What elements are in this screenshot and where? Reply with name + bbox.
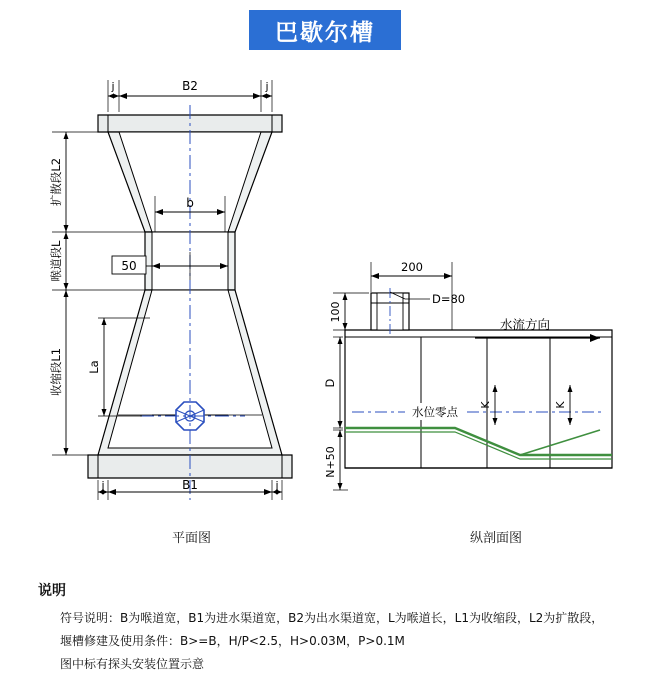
label-b: b <box>186 196 194 210</box>
label-n50: N+50 <box>324 446 337 478</box>
label-k-left: K <box>479 401 492 409</box>
label-j-top-left: j <box>111 80 115 93</box>
label-b1: B1 <box>182 478 198 492</box>
label-diverging-section: 扩散段L2 <box>49 157 63 207</box>
notes-block <box>38 580 618 679</box>
page-title: 巴歇尔槽 <box>275 19 375 46</box>
label-50: 50 <box>121 259 137 273</box>
notes-line-2: 堰槽修建及使用条件：B>=B，H/P<2.5，H>0.03M，P>0.1M <box>60 634 405 648</box>
label-j-bottom-right: j <box>275 479 279 492</box>
label-100: 100 <box>329 301 342 323</box>
label-flow-direction: 水流方向 <box>500 317 551 332</box>
caption-section-view: 纵剖面图 <box>470 531 523 546</box>
caption-plan-view: 平面图 <box>172 531 212 546</box>
label-k-right: K <box>554 401 567 409</box>
label-b2: B2 <box>182 79 198 93</box>
label-j-top-right: j <box>265 80 269 93</box>
notes-heading: 说明 <box>38 583 66 599</box>
plan-view <box>49 79 292 500</box>
label-converging-section: 收缩段L1 <box>49 347 63 397</box>
label-zero-level: 水位零点 <box>412 405 458 419</box>
label-d: D <box>323 378 337 388</box>
label-j-bottom-left: j <box>101 479 105 492</box>
label-d80: D=80 <box>432 292 466 306</box>
section-view <box>323 260 612 490</box>
label-throat-section: 喉道段L <box>49 240 63 282</box>
notes-line-1: 符号说明：B为喉道宽，B1为进水渠道宽，B2为出水渠道宽，L为喉道长，L1为收缩段，L2为扩散段， <box>60 611 604 625</box>
label-la: La <box>87 360 101 374</box>
label-200: 200 <box>401 260 423 274</box>
notes-line-3: 图中标有探头安装位置示意 <box>60 657 205 671</box>
